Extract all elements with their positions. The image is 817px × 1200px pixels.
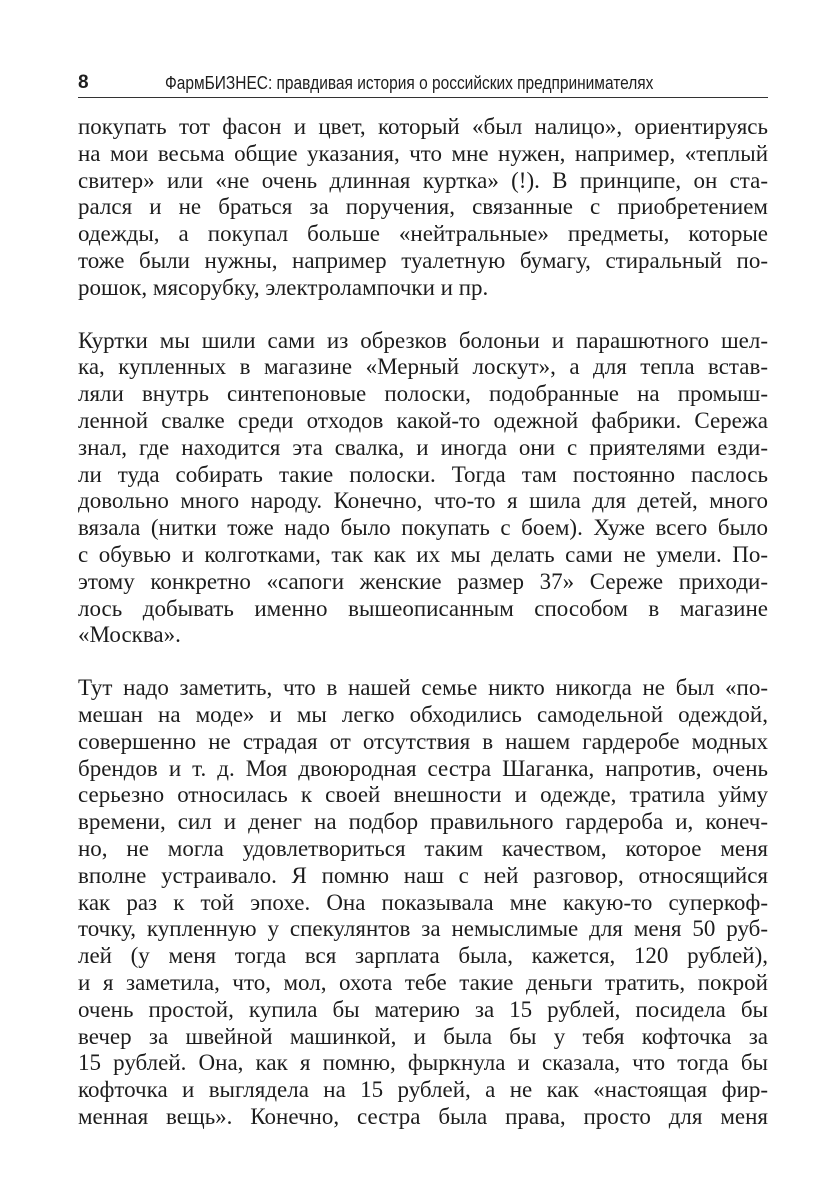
text-line: Куртки мы шили сами из обрезков болоньи и парашютного шел-: [78, 327, 768, 353]
text-line: знал, где находится эта свалка, и иногда они с приятелями езди-: [78, 434, 768, 460]
text-line: серьезно относилась к своей внешности и одежде, тратила уйму: [78, 782, 768, 808]
text-line: совершенно не страдая от отсутствия в нашем гардеробе модных: [78, 728, 768, 754]
text-line: лось добывать именно вышеописанным способом в магазине: [78, 595, 768, 621]
text-line: вечер за швейной машинкой, и была бы у тебя кофточка за: [78, 1023, 768, 1049]
text-line: кофточка и выглядела на 15 рублей, а не как «настоящая фир-: [78, 1077, 768, 1103]
text-line: и я заметила, что, мол, охота тебе такие деньги тратить, покрой: [78, 969, 768, 995]
paragraph: [78, 328, 768, 650]
text-line: вполне устраивало. Я помню наш с ней разговор, относящийся: [78, 862, 768, 888]
text-line: с обувью и колготками, так как их мы делать сами не умели. По-: [78, 541, 768, 567]
text-line: но, не могла удовлетвориться таким качеством, которое меня: [78, 835, 768, 861]
text-line: на мои весьма общие указания, что мне нужен, например, «теплый: [78, 140, 768, 166]
text-line: рошок, мясорубку, электролампочки и пр.: [78, 274, 489, 300]
body-text: [78, 114, 768, 1157]
page-number: 8: [78, 72, 89, 93]
text-line: мешан на моде» и мы легко обходились самодельной одеждой,: [78, 701, 768, 727]
paragraph: [78, 675, 768, 1131]
text-line: лей (у меня тогда вся зарплата была, кажется, 120 рублей),: [78, 943, 768, 969]
text-line: ляли внутрь синтепоновые полоски, подобранные на промыш-: [78, 381, 768, 407]
running-title: ФармБИЗНЕС: правдивая история о российских предпринимателях: [165, 73, 654, 93]
text-line: одежды, а покупал больше «нейтральные» предметы, которые: [78, 221, 768, 247]
text-line: покупать тот фасон и цвет, который «был налицо», ориентируясь: [78, 114, 768, 139]
text-line: ленной свалке среди отходов какой-то одежной фабрики. Сережа: [78, 407, 768, 433]
text-line: тоже были нужны, например туалетную бумагу, стиральный по-: [78, 247, 768, 273]
text-line: вязала (нитки тоже надо было покупать с боем). Хуже всего было: [78, 515, 768, 541]
paragraph: [78, 114, 768, 302]
text-line: 15 рублей. Она, как я помню, фыркнула и сказала, что тогда бы: [78, 1050, 768, 1076]
text-line: довольно много народу. Конечно, что-то я шила для детей, много: [78, 488, 768, 514]
text-line: рался и не браться за поручения, связанные с приобретением: [78, 194, 768, 220]
text-line: Тут надо заметить, что в нашей семье никто никогда не был «по-: [78, 675, 768, 701]
text-line: как раз к той эпохе. Она показывала мне какую-то суперкоф-: [78, 889, 768, 915]
text-line: ка, купленных в магазине «Мерный лоскут», а для тепла встав-: [78, 354, 768, 380]
text-line: очень простой, купила бы материю за 15 рублей, посидела бы: [78, 996, 768, 1022]
text-line: ли туда собирать такие полоски. Тогда там постоянно паслось: [78, 461, 768, 487]
text-line: брендов и т. д. Моя двоюродная сестра Шаганка, напротив, очень: [78, 755, 768, 781]
text-line: свитер» или «не очень длинная куртка» (!). В принципе, он ста-: [78, 167, 768, 193]
text-line: времени, сил и денег на подбор правильного гардероба и, конеч-: [78, 809, 768, 835]
text-line: «Москва».: [78, 622, 181, 648]
text-line: менная вещь». Конечно, сестра была права, просто для меня: [78, 1103, 768, 1129]
running-header: [78, 70, 768, 98]
text-line: этому конкретно «сапоги женские размер 37» Сереже приходи-: [78, 568, 768, 594]
text-line: точку, купленную у спекулянтов за немыслимые для меня 50 руб-: [78, 916, 768, 942]
